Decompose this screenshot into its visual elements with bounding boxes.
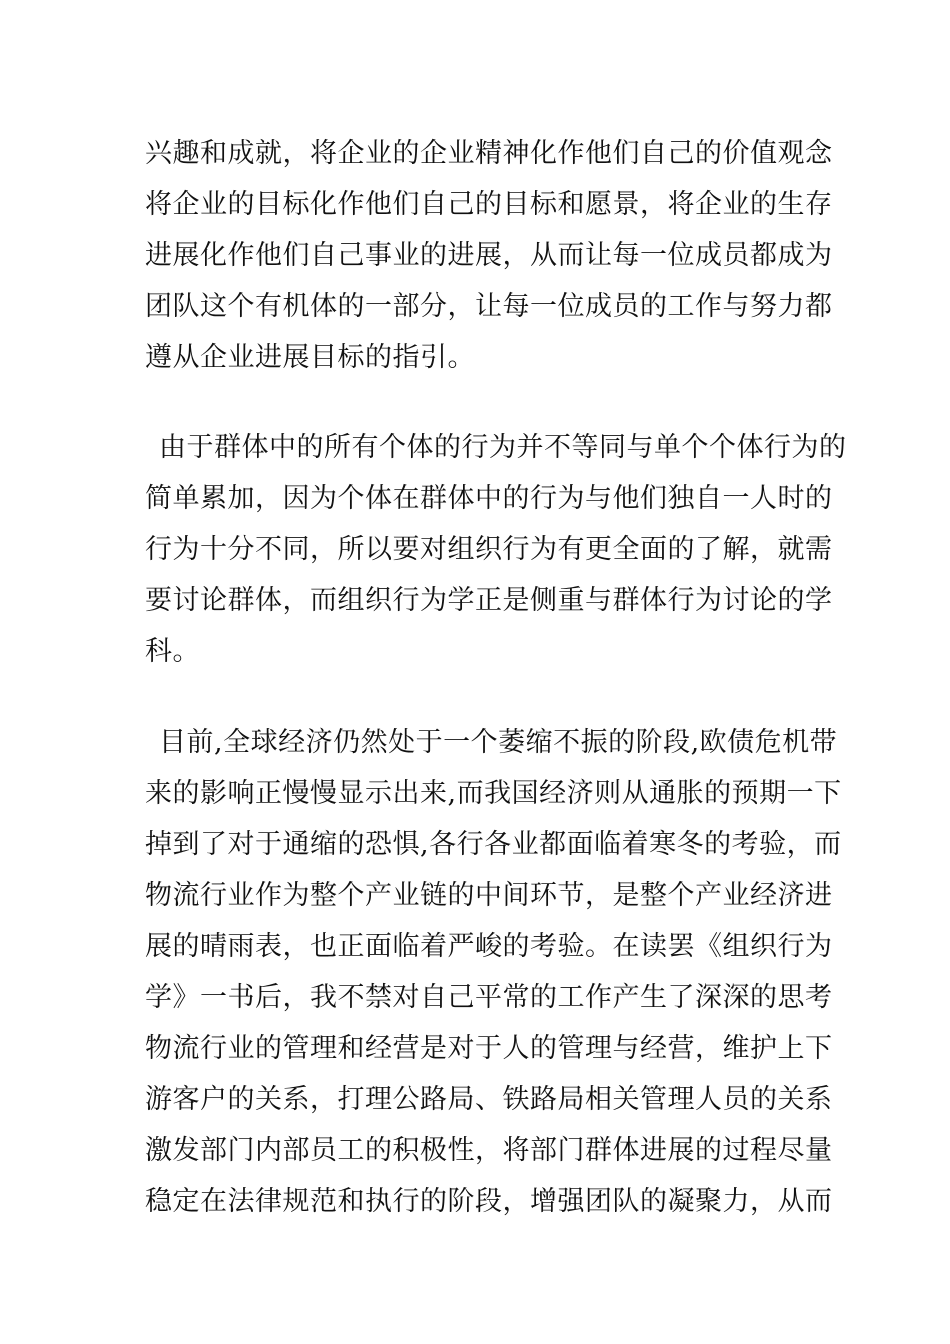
- text-line: 科。: [145, 636, 200, 667]
- text-line: 简单累加，因为个体在群体中的行为与他们独自一人时的: [145, 483, 833, 514]
- text-line: 要讨论群体，而组织行为学正是侧重与群体行为讨论的学: [145, 585, 833, 616]
- text-line: 兴趣和成就，将企业的企业精神化作他们自己的价值观念: [145, 138, 833, 169]
- text-line: 稳定在法律规范和执行的阶段，增强团队的凝聚力，从而: [145, 1186, 833, 1217]
- text-line: 由于群体中的所有个体的行为并不等同与单个个体行为的: [159, 432, 847, 463]
- text-line: 掉到了对于通缩的恐惧,各行各业都面临着寒冬的考验，而: [145, 829, 842, 860]
- paragraph-2: [145, 422, 847, 677]
- text-line: 学》一书后，我不禁对自己平常的工作产生了深深的思考: [145, 982, 833, 1013]
- text-line: 来的影响正慢慢显示出来,而我国经济则从通胀的预期一下: [145, 778, 842, 809]
- text-line: 进展化作他们自己事业的进展，从而让每一位成员都成为: [145, 240, 833, 271]
- text-line: 激发部门内部员工的积极性，将部门群体进展的过程尽量: [145, 1135, 833, 1166]
- paragraph-3: [145, 717, 842, 1227]
- text-line: 物流行业的管理和经营是对于人的管理与经营，维护上下: [145, 1033, 833, 1064]
- text-line: 遵从企业进展目标的指引。: [145, 342, 475, 373]
- text-line: 游客户的关系，打理公路局、铁路局相关管理人员的关系: [145, 1084, 833, 1115]
- text-line: 目前,全球经济仍然处于一个萎缩不振的阶段,欧债危机带: [159, 727, 838, 758]
- text-line: 物流行业作为整个产业链的中间环节，是整个产业经济进: [145, 880, 833, 911]
- paragraph-1: [145, 128, 833, 383]
- text-line: 行为十分不同，所以要对组织行为有更全面的了解，就需: [145, 534, 833, 565]
- text-line: 展的晴雨表，也正面临着严峻的考验。在读罢《组织行为: [145, 931, 833, 962]
- text-line: 团队这个有机体的一部分，让每一位成员的工作与努力都: [145, 291, 833, 322]
- text-line: 将企业的目标化作他们自己的目标和愿景，将企业的生存: [145, 189, 833, 220]
